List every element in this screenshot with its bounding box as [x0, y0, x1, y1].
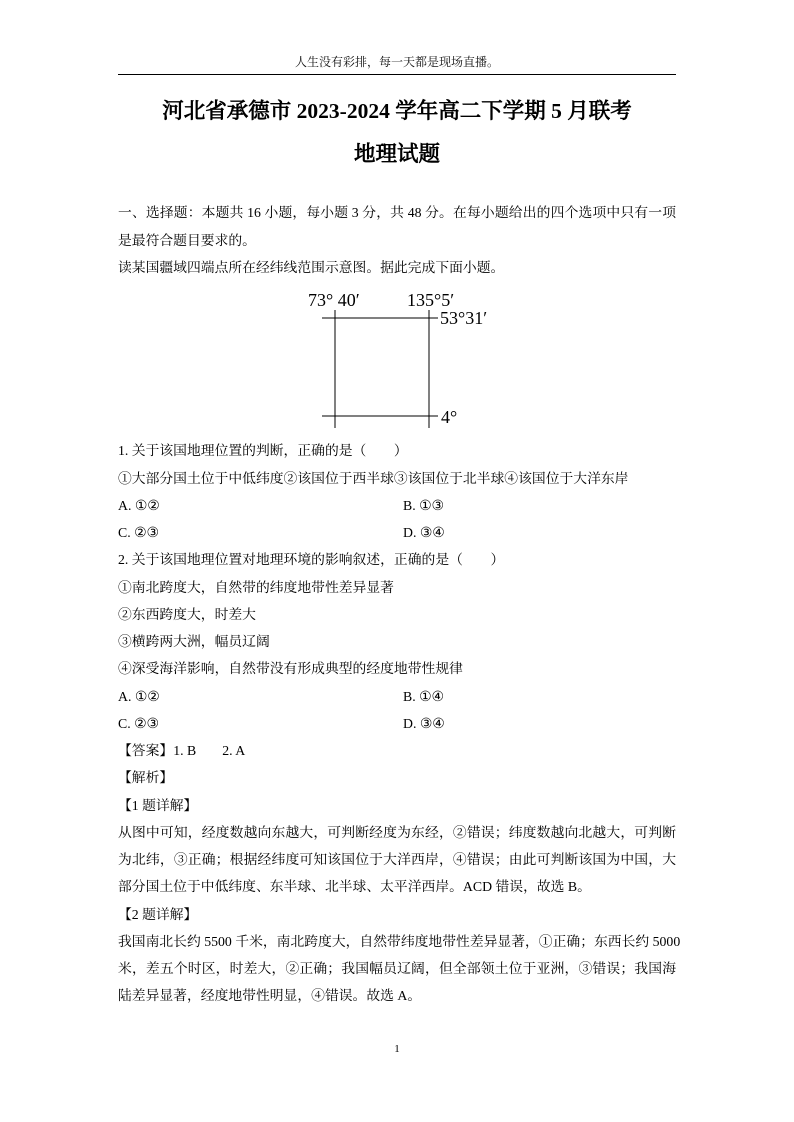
material-prompt: 读某国疆域四端点所在经纬线范围示意图。据此完成下面小题。	[118, 259, 505, 275]
question-statement: ②东西跨度大，时差大	[118, 606, 256, 622]
option-row	[118, 710, 676, 737]
question-statement: ④深受海洋影响，自然带没有形成典型的经度地带性规律	[118, 661, 463, 677]
analysis-line: 部分国土位于中低纬度、东半球、北半球、太平洋西岸。ACD 错误，故选 B。	[118, 879, 591, 895]
option-row	[118, 492, 676, 519]
option-c: C. ②③	[118, 715, 159, 731]
south-latitude-label: 4°	[441, 407, 458, 427]
option-row	[118, 519, 676, 546]
page-number: 1	[394, 1043, 400, 1055]
option-b: B. ①④	[403, 688, 444, 704]
questions-and-analysis	[118, 437, 681, 1009]
question-statement: ③横跨两大洲，幅员辽阔	[118, 634, 270, 650]
question-statement: ①南北跨度大，自然带的纬度地带性差异显著	[118, 579, 394, 595]
lat-long-range-diagram	[300, 285, 500, 435]
analysis-line: 为北纬，③正确；根据经纬度可知该国位于大洋西岸，④错误；由此可判断该国为中国，大	[118, 852, 676, 868]
option-d: D. ③④	[403, 715, 445, 731]
analysis-line: 米，差五个时区，时差大，②正确；我国幅员辽阔，但全部领土位于亚洲，③错误；我国海	[118, 961, 676, 977]
analysis-line: 陆差异显著，经度地带性明显，④错误。故选 A。	[118, 988, 422, 1004]
east-longitude-label: 135°5′	[407, 290, 455, 310]
answer-label: 【答案】	[118, 743, 174, 759]
analysis-line: 我国南北长约 5500 千米，南北跨度大，自然带纬度地带性差异显著，①正确；东西长约 5000	[118, 933, 681, 949]
analysis-part-heading: 【2 题详解】	[118, 906, 198, 922]
option-b: B. ①③	[403, 497, 444, 513]
question-stem: 2. 关于该国地理位置对地理环境的影响叙述，正确的是（ ）	[118, 552, 505, 568]
option-a: A. ①②	[118, 497, 160, 513]
option-row	[118, 683, 676, 710]
option-a: A. ①②	[118, 688, 160, 704]
answer-line	[118, 737, 676, 764]
option-c: C. ②③	[118, 525, 159, 541]
west-longitude-label: 73° 40′	[308, 290, 360, 310]
question-statement: ①大部分国土位于中低纬度②该国位于西半球③该国位于北半球④该国位于大洋东岸	[118, 470, 629, 486]
document-title: 河北省承德市 2023-2024 学年高二下学期 5 月联考	[162, 99, 632, 123]
header-divider	[118, 74, 676, 75]
analysis-line: 从图中可知，经度数越向东越大，可判断经度为东经，②错误；纬度数越向北越大，可判断	[118, 824, 676, 840]
section-instruction-line: 是最符合题目要求的。	[118, 232, 256, 248]
subject-title: 地理试题	[353, 142, 440, 166]
question-stem: 1. 关于该国地理位置的判断，正确的是（ ）	[118, 443, 408, 459]
option-d: D. ③④	[403, 525, 445, 541]
header-motto: 人生没有彩排，每一天都是现场直播。	[294, 55, 499, 69]
analysis-part-heading: 【1 题详解】	[118, 797, 198, 813]
analysis-heading: 【解析】	[118, 770, 174, 786]
section-intro	[118, 199, 676, 281]
answer-item: 2. A	[222, 743, 246, 759]
section-instruction-line: 一、选择题：本题共 16 小题，每小题 3 分，共 48 分。在每小题给出的四个选项中只有一项	[118, 205, 676, 221]
north-latitude-label: 53°31′	[440, 308, 488, 328]
answer-item: 1. B	[173, 743, 197, 759]
